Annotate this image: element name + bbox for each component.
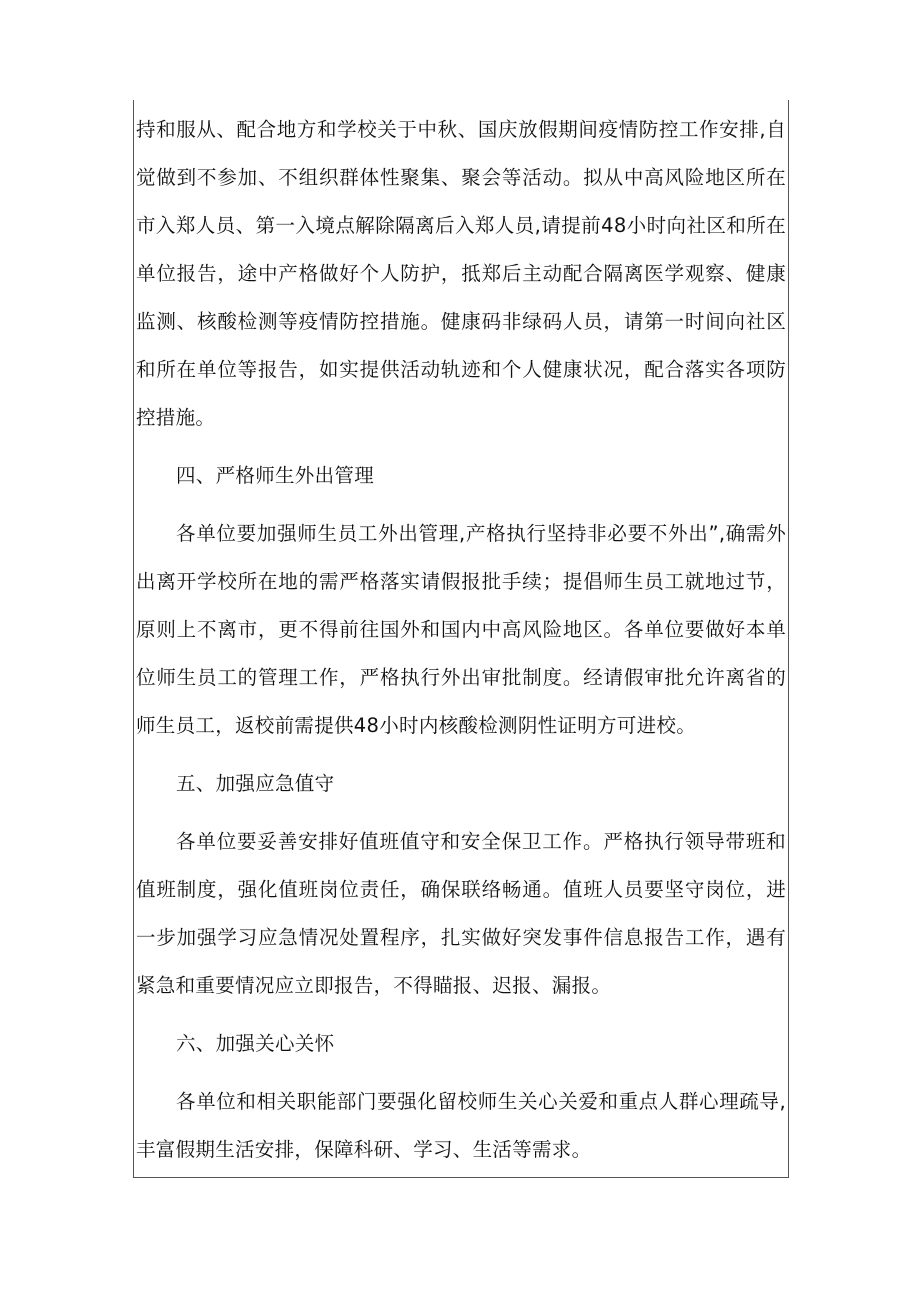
section-heading-5: 五、加强应急值守 bbox=[176, 772, 335, 795]
paragraph-outing-management: 各单位要加强师生员工外出管理,产格执行坚持非必要不外出”,确需外出离开学校所在地的需严格落实请假报批手续；提倡师生员工就地过节，原则上不离市，更不得前往国外和国内中高风险地区。各单位要做好本单位师生员工的管理工作，严格执行外出审批制度。经请假审批允许离省的师生员工，返校前需提供48小时内核酸检测阴性证明方可进校。 bbox=[136, 522, 786, 737]
paragraph-epidemic-measures: 持和服从、配合地方和学校关于中秋、国庆放假期间疫情防控工作安排,自觉做到不参加、不组织群体性聚集、聚会等活动。拟从中高风险地区所在市入郑人员、第一入境点解除隔离后入郑人员,请提前48小时向社区和所在单位报告，途中产格做好个人防护，抵郑后主动配合隔离医学观察、健康监测、核酸检测等疫情防控措施。健康码非绿码人员，请第一时间向社区和所在单位等报告，如实提供活动轨迹和个人健康状况，配合落实各项防控措施。 bbox=[136, 118, 786, 429]
section-heading-6: 六、加强关心关怀 bbox=[176, 1032, 335, 1055]
document-body bbox=[136, 106, 786, 1184]
paragraph-care: 各单位和相关职能部门要强化留校师生关心关爱和重点人群心理疏导,丰富假期生活安排，保障科研、学习、生活等需求。 bbox=[136, 1090, 786, 1161]
section-heading-4: 四、严格师生外出管理 bbox=[176, 464, 375, 487]
paragraph-emergency-duty: 各单位要妥善安排好值班值守和安全保卫工作。严格执行领导带班和值班制度，强化值班岗位责任，确保联络畅通。值班人员要坚守岗位，进一步加强学习应急情况处置程序，扎实做好突发事件信息报告工作，遇有紧急和重要情况应立即报告，不得瞄报、迟报、漏报。 bbox=[136, 830, 786, 997]
